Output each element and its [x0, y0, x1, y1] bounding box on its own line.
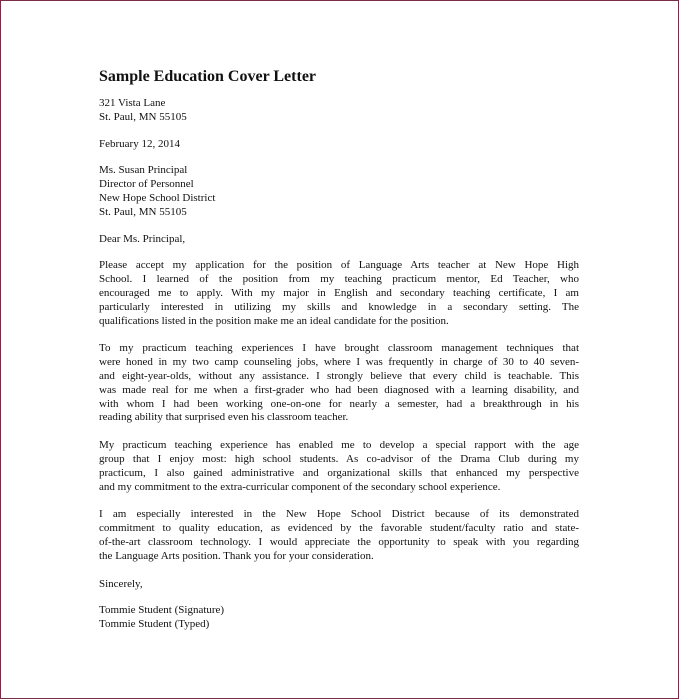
paragraph-line: particularly interested in utilizing my skills and knowledge in a secondary setting. The — [99, 300, 579, 313]
paragraph-line: with whom I had been working one-on-one for nearly a semester, had a breakthrough in his — [99, 397, 579, 410]
body-paragraph-2 — [99, 342, 579, 425]
sender-address — [99, 97, 579, 125]
sender-address-line: St. Paul, MN 55105 — [99, 110, 187, 123]
paragraph-line: Please accept my application for the position of Language Arts teacher at New Hope High — [99, 259, 579, 272]
closing-text: Sincerely, — [99, 577, 143, 590]
paragraph-line: of-the-art classroom technology. I would appreciate the opportunity to speak with you regarding — [99, 535, 579, 548]
salutation-text: Dear Ms. Principal, — [99, 232, 186, 245]
paragraph-line: School. I learned of the position from my teaching practicum mentor, Ed Teacher, who — [99, 273, 579, 286]
typed-name-line: Tommie Student (Typed) — [99, 618, 210, 631]
letter-date — [99, 138, 579, 152]
paragraph-line: reading ability that surprised even his classroom teacher. — [99, 411, 349, 424]
sender-address-line: 321 Vista Lane — [99, 97, 166, 109]
paragraph-line: the Language Arts position. Thank you for your consideration. — [99, 549, 374, 562]
body-paragraph-4 — [99, 508, 579, 563]
body-paragraph-3 — [99, 439, 579, 494]
paragraph-line: practicum, I also gained administrative and organizational skills that enhanced my perspective — [99, 466, 579, 479]
body-paragraph-1 — [99, 259, 579, 328]
paragraph-line: To my practicum teaching experiences I have brought classroom management techniques that — [99, 342, 579, 355]
paragraph-line: was made real for me when a first-grader who had been diagnosed with a learning disability, and — [99, 383, 579, 396]
signature-block — [99, 604, 579, 632]
paragraph-line: I am especially interested in the New Hope School District because of its demonstrated — [99, 508, 579, 521]
paragraph-line: My practicum teaching experience has enabled me to develop a special rapport with the age — [99, 439, 579, 452]
signature-line: Tommie Student (Signature) — [99, 604, 225, 617]
recipient-address — [99, 164, 579, 219]
recipient-line: Ms. Susan Principal — [99, 164, 188, 177]
letter-title: Sample Education Cover Letter — [99, 68, 317, 85]
paragraph-line: encouraged me to apply. With my major in English and secondary teaching certificate, I am — [99, 286, 579, 299]
paragraph-line: and eight-year-olds, without any assistance. I strongly believe that every child is teachable. This — [99, 369, 579, 382]
recipient-line: Director of Personnel — [99, 178, 194, 191]
paragraph-line: were honed in my two camp counseling jobs, where I was frequently in charge of 30 to 40 seven- — [99, 356, 579, 369]
letter-content — [99, 67, 579, 645]
paragraph-line: group that I enjoy most: high school students. As co-advisor of the Drama Club during my — [99, 452, 579, 465]
date-text: February 12, 2014 — [99, 137, 180, 150]
recipient-line: New Hope School District — [99, 191, 216, 204]
paragraph-line: qualifications listed in the position make me an ideal candidate for the position. — [99, 314, 449, 327]
closing — [99, 578, 579, 592]
paragraph-line: commitment to quality education, as evidenced by the favorable student/faculty ratio and state- — [99, 522, 579, 535]
recipient-line: St. Paul, MN 55105 — [99, 205, 187, 218]
salutation — [99, 233, 579, 247]
paragraph-line: and my commitment to the extra-curricular component of the secondary school experience. — [99, 480, 501, 493]
